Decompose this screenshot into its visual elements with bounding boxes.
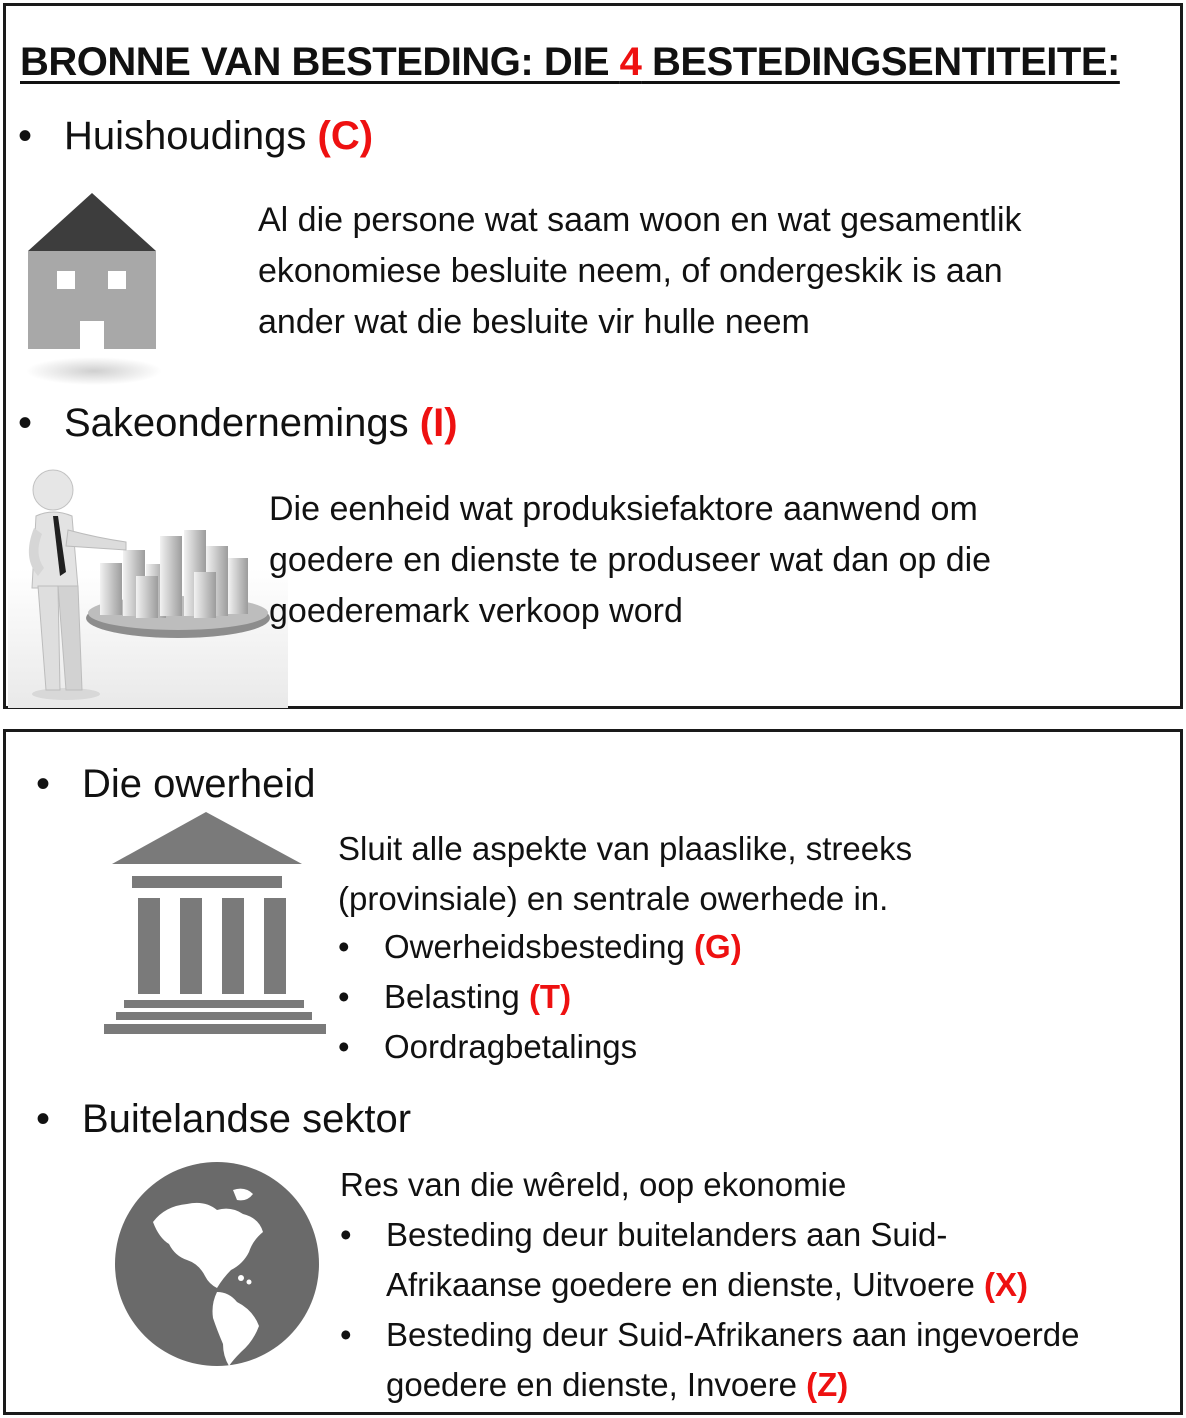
list-item: • Belasting (T)	[338, 978, 572, 1015]
list-item: • Owerheidsbesteding (G)	[338, 928, 742, 965]
top-panel	[3, 3, 1183, 709]
bottom-panel	[3, 729, 1183, 1415]
firms-description: Die eenheid wat produksiefaktore aanwend om goedere en dienste te produseer wat dan op die goederemark verkoop word	[269, 490, 992, 630]
globe-icon	[113, 1160, 323, 1370]
firms-code: (I)	[419, 401, 458, 445]
foreign-heading: • Buitelandse sektor	[36, 1097, 412, 1141]
households-code: (C)	[317, 114, 374, 158]
government-items	[338, 922, 742, 1072]
list-item: • Oordragbetalings	[338, 1028, 638, 1065]
households-heading: • Huishoudings (C)	[18, 114, 374, 158]
list-item: • Besteding deur buitelanders aan Suid-	[340, 1216, 948, 1253]
government-heading: • Die owerheid	[36, 762, 316, 806]
government-description: Sluit alle aspekte van plaaslike, streeks (provinsiale) en sentrale owerhede in.	[338, 830, 913, 917]
businessman-city-icon	[8, 468, 288, 708]
foreign-items: • Besteding deur buitelanders aan Suid- Afrikaanse goedere en dienste, Uitvoere (X) • Besteding deur Suid-Afrikaners aan ingevoerde goedere en dienste, Invoere (Z)	[340, 1210, 1079, 1410]
households-description: Al die persone wat saam woon en wat gesamentlik ekonomiese besluite neem, of ondergeskik is aan ander wat die besluite vir hulle neem	[258, 201, 1022, 341]
title-number: 4	[619, 40, 642, 84]
firms-heading: • Sakeondernemings (I)	[18, 401, 458, 445]
page-title: BRONNE VAN BESTEDING: DIE 4 BESTEDINGSENTITEITE:	[20, 40, 1120, 84]
house-icon	[24, 191, 164, 391]
list-item: • Besteding deur Suid-Afrikaners aan ingevoerde	[340, 1316, 1080, 1353]
government-building-icon	[102, 812, 332, 1042]
foreign-description: Res van die wêreld, oop ekonomie	[340, 1166, 847, 1203]
